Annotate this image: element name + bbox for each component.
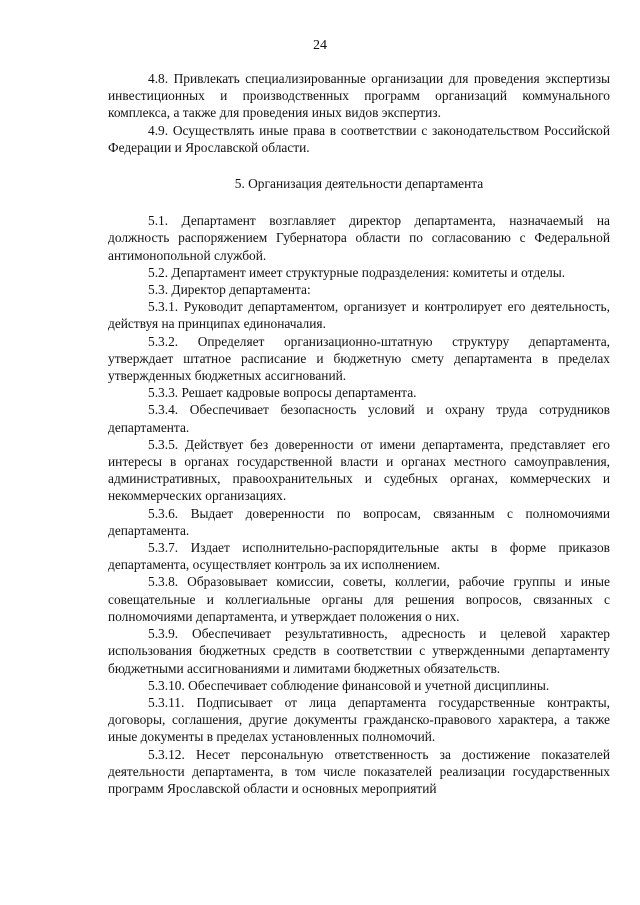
paragraph-5-3: 5.3. Директор департамента: (148, 282, 311, 298)
paragraph-5-3-12: 5.3.12. Несет персональную ответственность за достижение показателей деятельности департамента, в том числе показателей реализации государственных программ Ярославской области и основных мероприятий (108, 746, 610, 796)
paragraph-5-1: 5.1. Департамент возглавляет директор департамента, назначаемый на должность распоряжением Губернатора области по согласованию с Федеральной антимонопольной службой. (108, 213, 610, 263)
section-heading: 5. Организация деятельности департамента (234, 176, 484, 192)
paragraph-5-3-4: 5.3.4. Обеспечивает безопасность условий и охрану труда сотрудников департамента. (108, 402, 610, 435)
paragraph-5-3-5: 5.3.5. Действует без доверенности от имени департамента, представляет его интересы в органах государственной власти и органах местного самоуправления, административных, правоохранительных и судебных органах, коммерческих и некоммерческих организациях. (108, 436, 610, 504)
paragraph-5-3-2: 5.3.2. Определяет организационно-штатную структуру департамента, утверждает штатное расписание и бюджетную смету департамента в пределах утвержденных бюджетных ассигнований. (108, 333, 610, 384)
paragraph-5-3-7: 5.3.7. Издает исполнительно-распорядительные акты в форме приказов департамента, осуществляет контроль за их исполнением. (108, 540, 610, 573)
paragraph-5-3-9: 5.3.9. Обеспечивает результативность, адресность и целевой характер использования бюджетных средств в соответствии с утвержденными департаменту бюджетными ассигнованиями и лимитами бюджетных обязательств. (108, 626, 610, 676)
page-number: 24 (313, 38, 327, 53)
paragraph-5-3-3: 5.3.3. Решает кадровые вопросы департамента. (148, 385, 417, 401)
paragraph-5-3-11: 5.3.11. Подписывает от лица департамента государственные контракты, договоры, соглашения, другие документы гражданско-правового характера, а также иные документы в пределах установленных полномочий. (108, 694, 610, 745)
paragraph-5-2: 5.2. Департамент имеет структурные подразделения: комитеты и отделы. (148, 264, 566, 280)
paragraph-5-3-1: 5.3.1. Руководит департаментом, организует и контролирует его деятельность, действуя на принципах единоначалия. (108, 299, 610, 332)
paragraph-5-3-8: 5.3.8. Образовывает комиссии, советы, коллегии, рабочие группы и иные совещательные и коллегиальные органы для решения вопросов, связанных с полномочиями департамента, и утверждает положения о них. (108, 574, 610, 624)
paragraph-5-3-6: 5.3.6. Выдает доверенности по вопросам, связанным с полномочиями департамента. (108, 505, 610, 538)
document-body (108, 70, 610, 797)
paragraph-5-3-10: 5.3.10. Обеспечивает соблюдение финансовой и учетной дисциплины. (148, 677, 550, 693)
paragraph-4-9: 4.9. Осуществлять иные права в соответствии с законодательством Российской Федерации и Ярославской области. (108, 122, 610, 155)
paragraph-4-8: 4.8. Привлекать специализированные организации для проведения экспертизы инвестиционных и производственных программ организаций коммунального комплекса, а также для проведения иных видов экспертиз. (108, 71, 610, 121)
